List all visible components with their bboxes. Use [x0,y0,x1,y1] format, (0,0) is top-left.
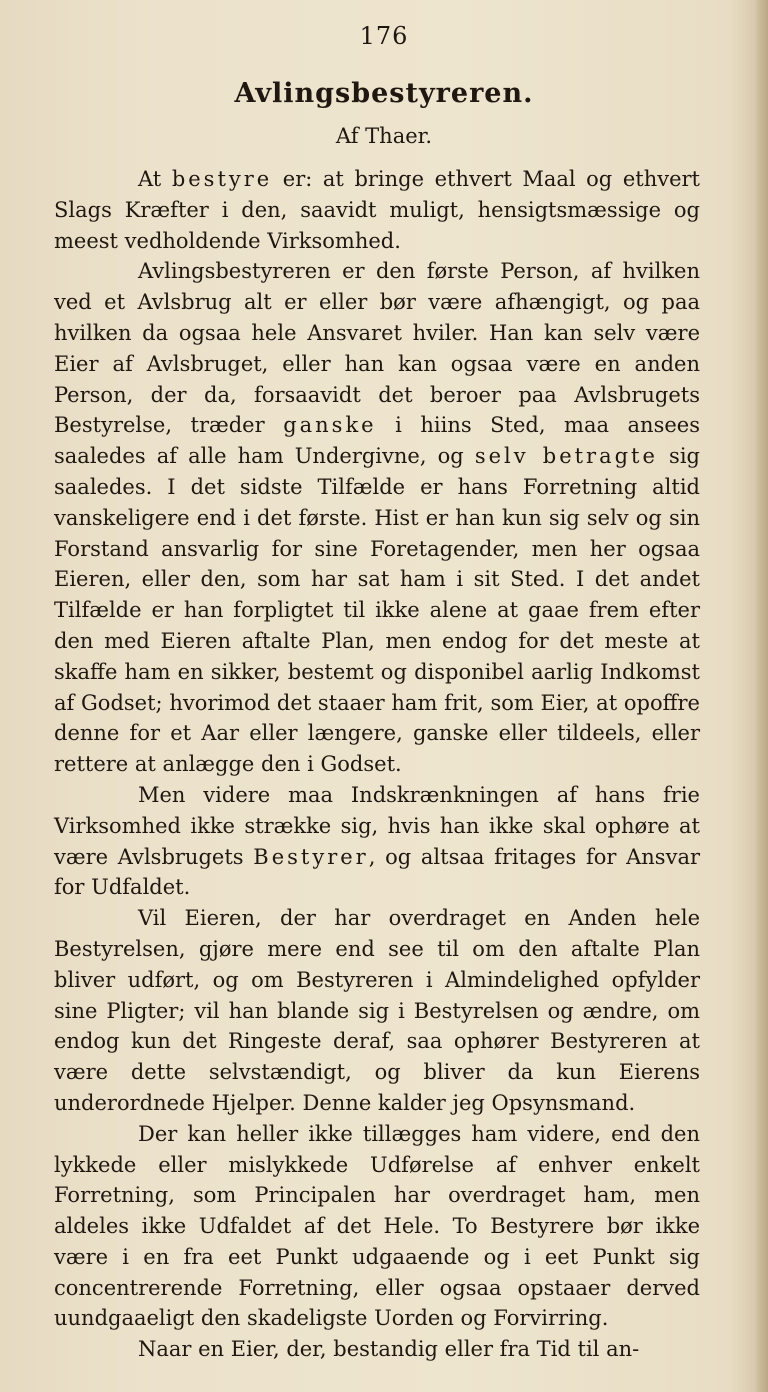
text-run: Der kan heller ikke tillægges ham videre, end den lykkede eller mislykkede Udførelse af enhver enkelt Forretning, som Principalen har overdraget ham, men aldeles ikke Udfaldet af det Hele. To Bestyrere bør ikke være i en fra eet Punkt udgaaende og i eet Punkt sig concentrerende Forretning, eller ogsaa opstaaer derved uundgaaeligt den skadeligste Uorden og Forvirring. [54,1121,700,1331]
page-number: 176 [359,22,409,50]
text-run: , og altsaa fritages for Ansvar for Udfaldet. [54,844,701,900]
text-run: Naar en Eier, der, bestandig eller fra Tid til an- [138,1337,640,1362]
text-run: At [138,167,172,191]
emphasized-text: bestyre [171,167,273,191]
emphasized-text: ganske [283,413,377,438]
body-text [54,164,700,1365]
paragraph [54,256,700,780]
emphasized-text: Bestyrer [253,844,369,869]
paragraph [54,1334,700,1365]
page-edge [754,0,768,1392]
text-run: Men videre maa Indskrænkningen af hans frie Virksomhed ikke strække sig, hvis han ikke skal ophøre at være Avlsbrugets [54,782,700,869]
text-run: Vil Eieren, der har overdraget en Anden hele Bestyrelsen, gjøre mere end see til om den aftalte Plan bliver udført, og om Bestyreren i Almindelighed opfylder sine Pligter; vil han blande sig i Bestyrelsen og ændre, om endog kun det Ringeste deraf, saa ophører Bestyreren at være dette selvstændigt, og bliver da kun Eierens underordnede Hjelper. Denne kalder jeg Opsynsmand. [54,906,700,1115]
paragraph [54,1119,700,1335]
text-run: er: at bringe ethvert Maal og ethvert Slags Kræfter i den, saavidt muligt, hensigtsmæssige og meest vedholdende Virksomhed. [54,167,700,253]
text-run: Avlingsbestyreren er den første Person, af hvilken ved et Avlsbrug alt er eller bør være afhængigt, og paa hvilken da ogsaa hele Ansvaret hviler. Han kan selv være Eier af Avlsbruget, eller han kan ogsaa være en anden Person, der da, forsaavidt det beroer paa Avlsbrugets Bestyrelse, træder [54,259,700,438]
text-run: i hiins Sted, maa ansees saaledes af alle ham Undergivne, og [54,413,700,469]
paragraph [54,903,700,1119]
text-run: sig saaledes. I det sidste Tilfælde er hans Forretning altid vanskeligere end i det første. Hist er han kun sig selv og sin Forstand ansvarlig for sine Foretagender, men her ogsaa Eieren, eller den, som har sat ham i sit Sted. I det andet Tilfælde er han forpligtet til ikke alene at gaae frem efter den med Eieren aftalte Plan, men endog for det meste at skaffe ham en sikker, bestemt og disponibel aarlig Indkomst af Godset; hvorimod det staaer ham frit, som Eier, at opoffre denne for et Aar eller længere, ganske eller tildeels, eller rettere at anlægge den i Godset. [54,444,700,777]
emphasized-text: selv betragte [474,444,658,469]
paragraph [54,780,700,903]
author-byline: Af Thaer. [335,124,433,148]
chapter-title: Avlingsbestyreren. [234,78,534,109]
paragraph [54,164,700,256]
